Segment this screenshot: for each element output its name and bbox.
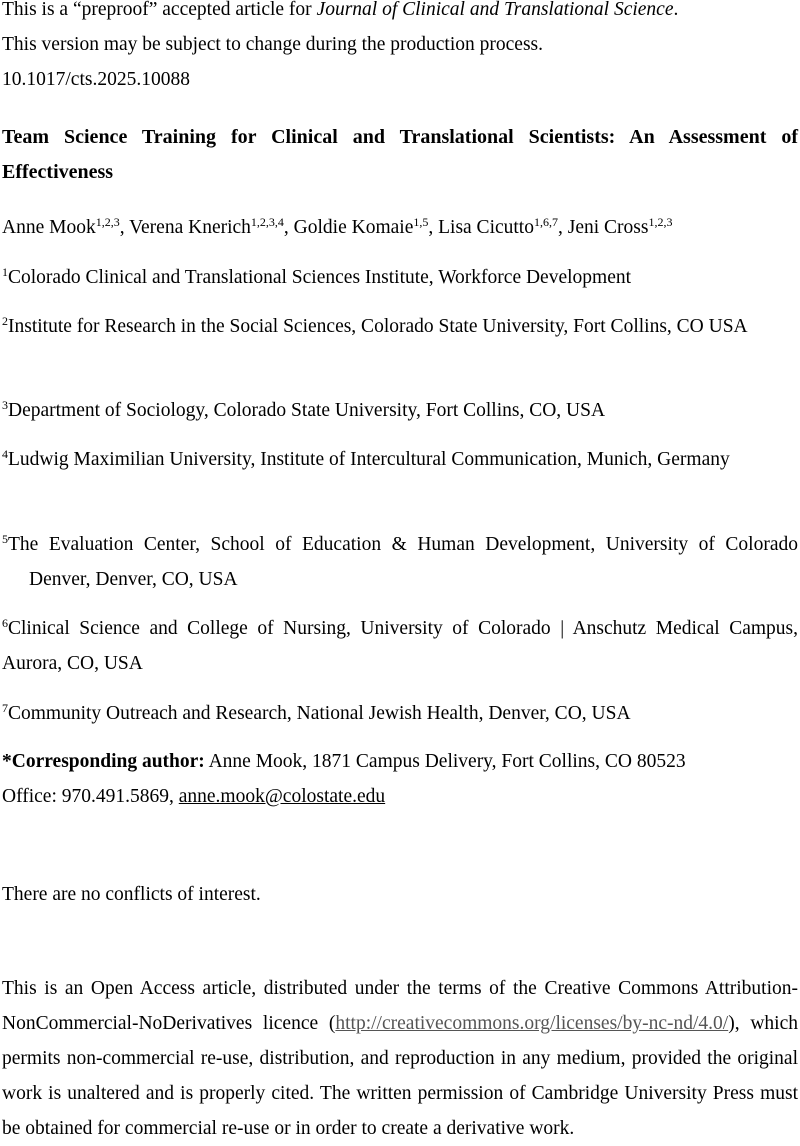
- preproof-notice: [2, 0, 798, 27]
- affiliation-3: $^3$Department of Sociology, Colorado State University, Fort Collins, CO, USA: [2, 398, 606, 421]
- affiliation-4: $^4$Ludwig Maximilian University, Institute of Intercultural Communication, Munich, Germany: [2, 447, 730, 470]
- license-link[interactable]: http://creativecommons.org/licenses/by-nc-nd/4.0/: [335, 1013, 729, 1034]
- affiliation-7: $^7$Community Outreach and Research, National Jewish Health, Denver, CO, USA: [2, 701, 631, 724]
- doi: 10.1017/cts.2025.10088: [2, 69, 190, 90]
- affiliation-2: $^2$Institute for Research in the Social Sciences, Colorado State University, Fort Collins, CO USA: [2, 314, 748, 337]
- affiliation-1: $^1$Colorado Clinical and Translational Sciences Institute, Workforce Development: [2, 265, 632, 288]
- article-title: Team Science Training for Clinical and Translational Scientists: An Assessment of Effectiveness: [2, 126, 798, 183]
- affiliation-6: $^6$Clinical Science and College of Nursing, University of Colorado | Anschutz Medical Campus, Aurora, CO, USA: [2, 616, 798, 674]
- corresponding-label: *Corresponding author:: [2, 751, 205, 772]
- conflicts-statement: There are no conflicts of interest.: [2, 884, 261, 905]
- email-link[interactable]: anne.mook@colostate.edu: [178, 786, 386, 807]
- production-notice: This version may be subject to change during the production process.: [2, 34, 543, 55]
- author: Lisa Cicutto$^{1,6,7}$,: [438, 215, 568, 238]
- license-statement: This is an Open Access article, distributed under the terms of the Creative Commons Attribution-NonCommercial-NoDerivatives licence (http://creativecommons.org/licenses/by-nc-nd/4.0/), which permits non-commercial re-use, distribution, and reproduction in any medium, provided the original work is unaltered and is properly cited. The written permission of Cambridge University Press must be obtained for commercial re-use or in order to create a derivative work.: [2, 978, 798, 1139]
- corresponding-author: *Corresponding author: Anne Mook, 1871 Campus Delivery, Fort Collins, CO 80523 Office: 970.491.5869, anne.mook@colostate.edu: [2, 751, 686, 807]
- journal-name: Journal of Clinical and Translational Science: [316, 0, 674, 20]
- author: Anne Mook$^{1,2,3}$,: [2, 215, 130, 238]
- author: Jeni Cross$^{1,2,3}$: [567, 215, 673, 238]
- author: Verena Knerich$^{1,2,3,4}$,: [129, 215, 294, 238]
- preproof-text: This is a “preproof” accepted article for: [2, 0, 317, 20]
- preproof-period: .: [673, 0, 679, 20]
- author-list: [2, 210, 798, 245]
- affiliation-5: $^5$The Evaluation Center, School of Education & Human Development, University of Colorado Denver, Denver, CO, USA: [2, 532, 798, 590]
- author: Goldie Komaie$^{1,5}$,: [293, 215, 439, 238]
